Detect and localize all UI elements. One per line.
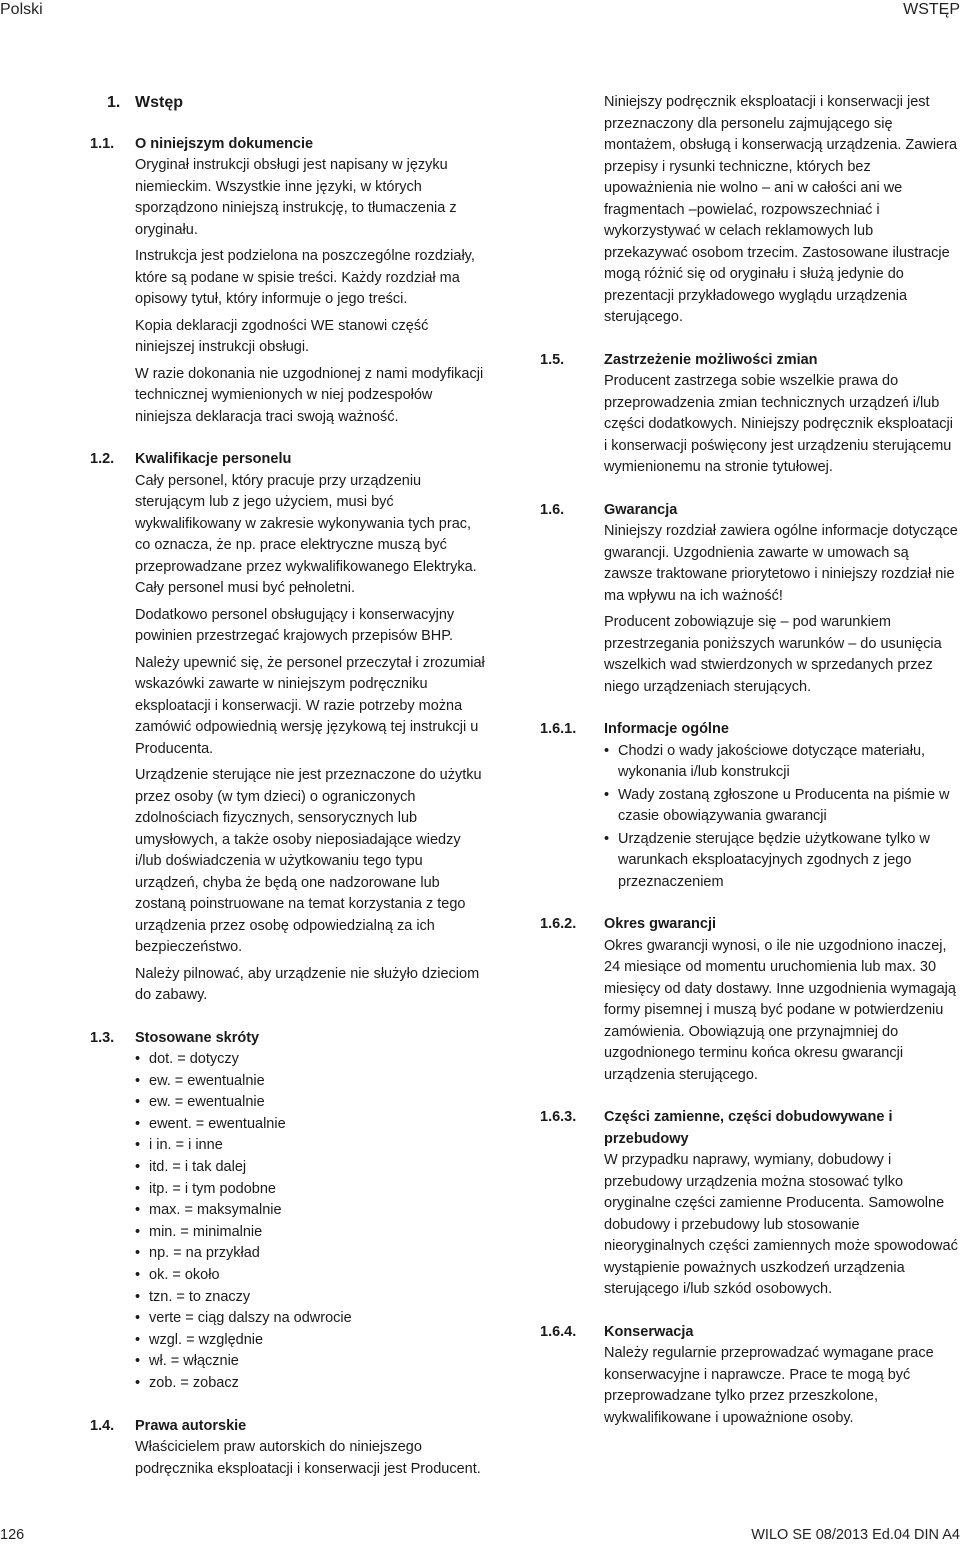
- header-section-title: WSTĘP: [903, 1, 960, 18]
- list-item: • itd. = i tak dalej: [135, 1157, 485, 1179]
- section-number: 1.4.: [90, 1417, 115, 1434]
- list-item: • ewent. = ewentualnie: [135, 1114, 485, 1136]
- abbreviation-list: [135, 1049, 485, 1395]
- section-1-2: [90, 449, 485, 1007]
- section-1-6-2: [540, 914, 960, 1086]
- left-column: [90, 92, 485, 1501]
- list-item: • tzn. = to znaczy: [135, 1287, 485, 1309]
- section-title: Konserwacja: [604, 1323, 694, 1340]
- paragraph: Okres gwarancji wynosi, o ile nie uzgodniono inaczej, 24 miesiące od momentu uruchomienia lub max. 30 miesięcy od daty dostawy. Inne uzgodnienia wymagają formy pisemnej i muszą być podane w potwierdzeniu zamówienia. Obowiązują one przynajmniej do uzgodnionego terminu końca okresu gwarancji urządzenia sterującego.: [604, 937, 956, 1083]
- paragraph: Producent zastrzega sobie wszelkie prawa do przeprowadzenia zmian technicznych urządzeń i/lub części dodatkowych. Niniejszy podręcznik eksploatacji i konserwacji poświęcony jest urządzeniu sterującemu wymienionemu na stronie tytułowej.: [604, 373, 953, 475]
- section-number: 1.3.: [90, 1029, 115, 1046]
- list-item: • itp. = i tym podobne: [135, 1179, 485, 1201]
- paragraph: Należy upewnić się, że personel przeczytał i zrozumiał wskazówki zawarte w niniejszym podręczniku eksploatacji i konserwacji. W razie potrzeby można zamówić odpowiednią wersję językową tej instrukcji u Producenta.: [135, 654, 485, 757]
- section-title: Prawa autorskie: [135, 1417, 247, 1434]
- section-number: 1.6.: [540, 501, 565, 518]
- right-column: [540, 92, 960, 1450]
- list-item: • Chodzi o wady jakościowe dotyczące materiału, wykonania i/lub konstrukcji: [604, 741, 960, 784]
- section-1-3: [90, 1028, 485, 1395]
- list-item: • Wady zostaną zgłoszone u Producenta na piśmie w czasie obowiązywania gwarancji: [604, 785, 960, 828]
- chapter-heading: [90, 92, 485, 114]
- paragraph: Dodatkowo personel obsługujący i konserwacyjny powinien przestrzegać krajowych przepisów BHP.: [135, 606, 455, 644]
- list-item: • max. = maksymalnie: [135, 1200, 485, 1222]
- section-number: 1.6.1.: [540, 721, 577, 737]
- list-item: • verte = ciąg dalszy na odwrocie: [135, 1308, 485, 1330]
- section-number: 1.5.: [540, 351, 565, 368]
- paragraph: W przypadku naprawy, wymiany, dobudowy i przebudowy urządzenia można stosować tylko oryginalne części zamienne Producenta. Samowolne dobudowy i przebudowy lub stosowanie nieoryginalnych części zamiennych może spowodować wystąpienie poważnych uszkodzeń urządzenia sterującego i/lub szkód osobowych.: [604, 1152, 958, 1297]
- paragraph: Właścicielem praw autorskich do niniejszego podręcznika eksploatacji i konserwacji jest Producent.: [135, 1439, 481, 1477]
- list-item: • ok. = około: [135, 1265, 485, 1287]
- section-title: Zastrzeżenie możliwości zmian: [604, 351, 818, 368]
- publication-info: WILO SE 08/2013 Ed.04 DIN A4: [751, 1527, 960, 1543]
- page-number: 126: [0, 1527, 25, 1543]
- section-title: O niniejszym dokumencie: [135, 135, 314, 152]
- paragraph: Producent zobowiązuje się – pod warunkiem przestrzegania poniższych warunków – do usunięcia wszelkich wad stwierdzonych w sprzedanych przez niego urządzeniach sterujących.: [604, 614, 942, 695]
- paragraph: Kopia deklaracji zgodności WE stanowi część niniejszej instrukcji obsługi.: [135, 317, 429, 355]
- conditions-list: [604, 741, 960, 894]
- paragraph: Należy regularnie przeprowadzać wymagane prace konserwacyjne i naprawcze. Prace te mogą być przeprowadzane tylko przez przeszkolone, wykwalifikowane i upoważnione osoby.: [604, 1345, 934, 1426]
- section-number: 1.1.: [90, 135, 115, 152]
- list-item: • min. = minimalnie: [135, 1222, 485, 1244]
- section-title: Części zamienne, części dobudowywane i przebudowy: [604, 1109, 893, 1147]
- list-item: • wzgl. = względnie: [135, 1330, 485, 1352]
- paragraph: Niniejszy rozdział zawiera ogólne informacje dotyczące gwarancji. Uzgodnienia zawarte w umowach są zawsze traktowane priorytetowo i niniejszy rozdział nie ma wpływu na ich ważność!: [604, 523, 958, 604]
- section-number: 1.2.: [90, 451, 115, 467]
- chapter-number: 1.: [107, 94, 121, 111]
- section-1-6-1: [540, 719, 960, 893]
- section-number: 1.6.3.: [540, 1109, 577, 1125]
- list-item: • np. = na przykład: [135, 1243, 485, 1265]
- section-number: 1.6.2.: [540, 916, 577, 932]
- section-1-6: [540, 500, 960, 699]
- section-title: Gwarancja: [604, 501, 678, 518]
- section-number: 1.6.4.: [540, 1323, 577, 1340]
- section-1-4: [90, 1416, 485, 1481]
- section-title: Stosowane skróty: [135, 1029, 260, 1046]
- paragraph: Instrukcja jest podzielona na poszczególne rozdziały, które są podane w spisie treści. Każdy rozdział ma opisowy tytuł, który informuje o jego treści.: [135, 248, 475, 307]
- paragraph: Należy pilnować, aby urządzenie nie służyło dzieciom do zabawy.: [135, 965, 480, 1003]
- list-item: • i in. = i inne: [135, 1135, 485, 1157]
- list-item: • Urządzenie sterujące będzie użytkowane tylko w warunkach eksploatacyjnych zgodnych z jego przeznaczeniem: [604, 829, 960, 894]
- list-item: • wł. = włącznie: [135, 1351, 485, 1373]
- list-item: • ew. = ewentualnie: [135, 1092, 485, 1114]
- header-language: Polski: [0, 1, 43, 18]
- paragraph: W razie dokonania nie uzgodnionej z nami modyfikacji technicznej wymienionych w niej podzespołów niniejsza deklaracja traci swoją ważność.: [135, 365, 484, 425]
- paragraph: Urządzenie sterujące nie jest przeznaczone do użytku przez osoby (w tym dzieci) o ograniczonych zdolnościach fizycznych, sensorycznych lub umysłowych, a także osoby nieposiadające wiedzy i/lub doświadczenia w użytkowaniu tego typu urządzeń, chyba że będą one nadzorowane lub zostaną poinstruowane na temat korzystania z tego urządzenia przez osobę odpowiedzialną za ich bezpieczeństwo.: [135, 767, 482, 955]
- section-1-6-4: [540, 1322, 960, 1430]
- chapter-title: Wstęp: [135, 94, 183, 111]
- section-1-1: [90, 134, 485, 429]
- section-1-4-continued: [540, 92, 960, 329]
- section-1-5: [540, 350, 960, 479]
- list-item: • dot. = dotyczy: [135, 1049, 485, 1071]
- section-title: Okres gwarancji: [604, 916, 717, 932]
- list-item: • zob. = zobacz: [135, 1373, 485, 1395]
- section-title: Informacje ogólne: [604, 721, 729, 737]
- paragraph: Oryginał instrukcji obsługi jest napisany w języku niemieckim. Wszystkie inne języki, w których sporządzono niniejszą instrukcję, to tłumaczenia z oryginału.: [135, 157, 457, 238]
- section-title: Kwalifikacje personelu: [135, 451, 292, 467]
- section-1-6-3: [540, 1107, 960, 1301]
- paragraph: Cały personel, który pracuje przy urządzeniu sterującym lub z jego użyciem, musi być wykwalifikowany w zakresie wykonywania tych prac, co oznacza, że np. prace elektryczne muszą być przeprowadzane przez wykwalifikowanego Elektryka. Cały personel musi być pełnoletni.: [135, 472, 477, 596]
- paragraph: Niniejszy podręcznik eksploatacji i konserwacji jest przeznaczony dla personelu zajmującego się montażem, obsługą i konserwacją urządzenia. Zawiera przepisy i rysunki techniczne, których bez upoważnienia nie wolno – ani w całości ani we fragmentach –powielać, rozpowszechniać i wykorzystywać w celach reklamowych lub przekazywać osobom trzecim. Zastosowane ilustracje mogą różnić się od oryginału i służą jedynie do prezentacji przykładowego wyglądu urządzenia sterującego.: [604, 94, 958, 325]
- list-item: • ew. = ewentualnie: [135, 1071, 485, 1093]
